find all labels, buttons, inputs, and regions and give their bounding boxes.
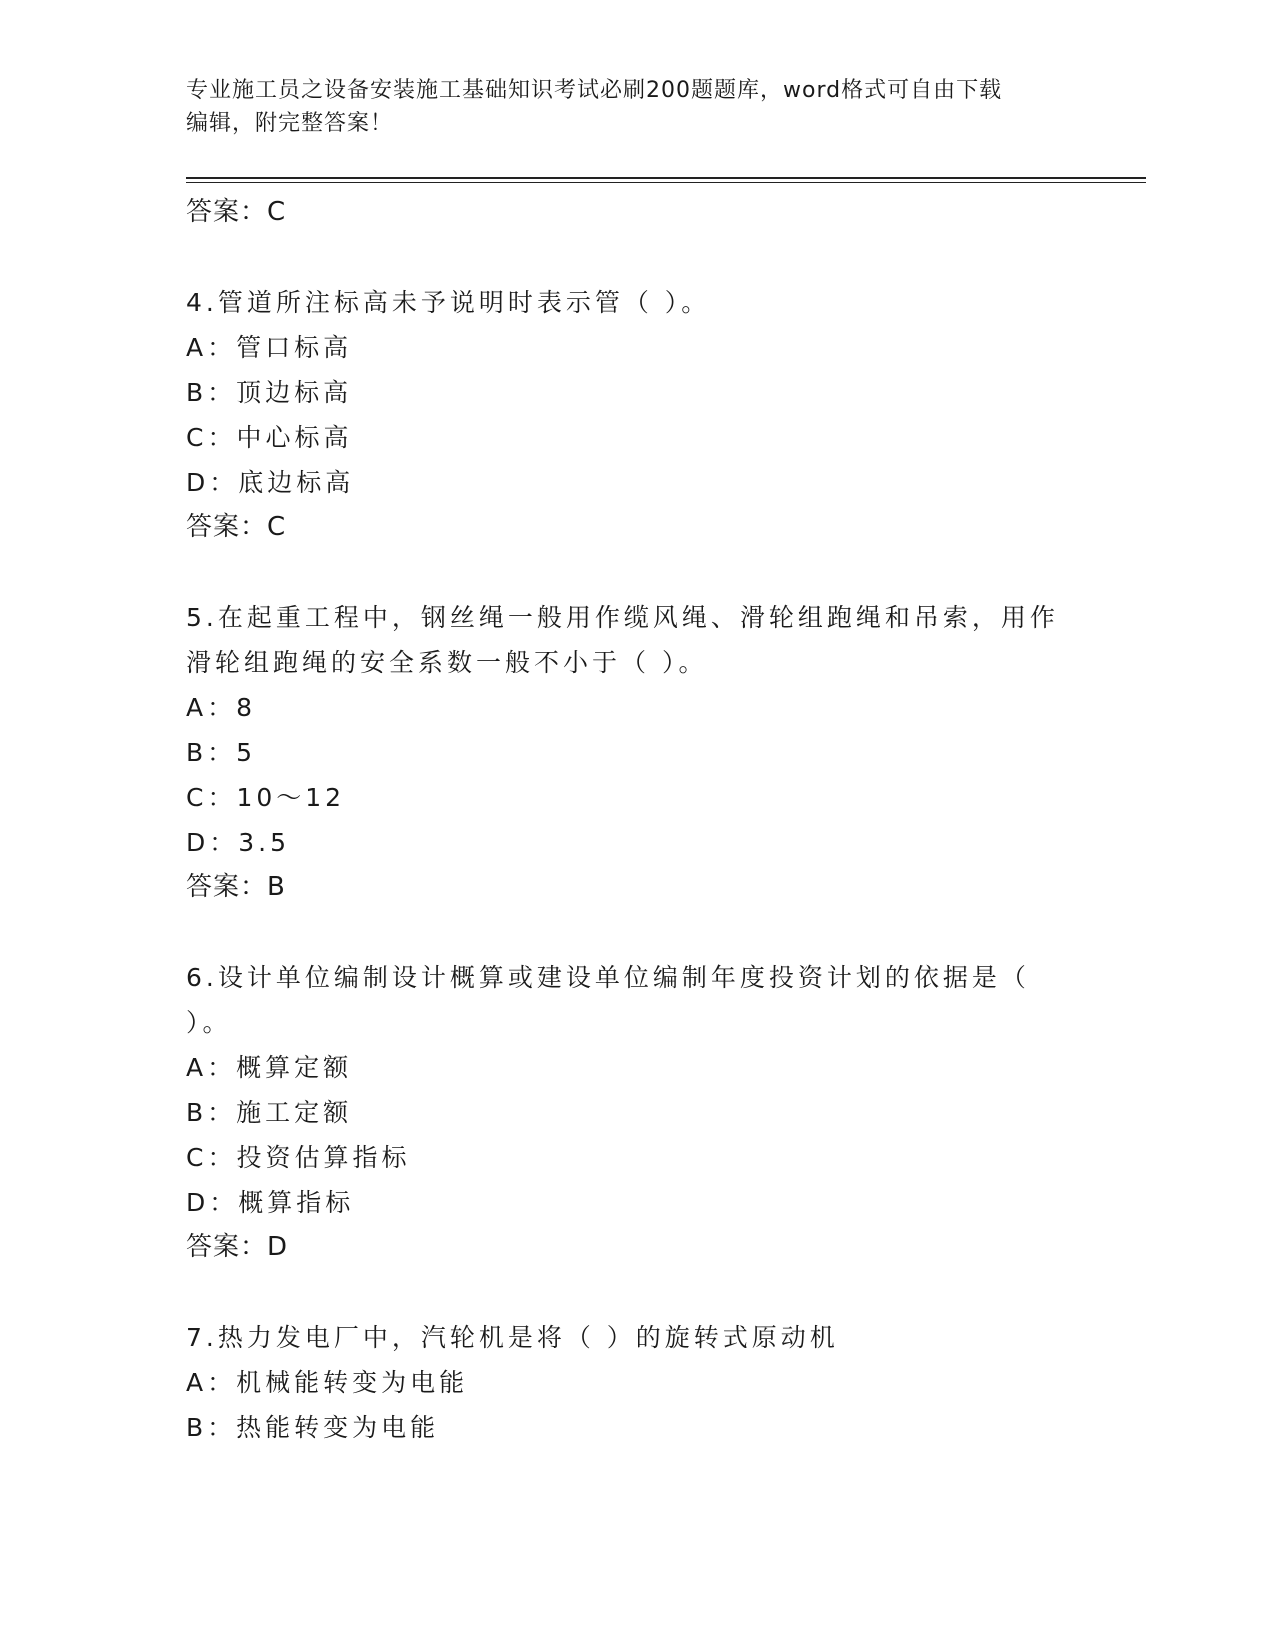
question-stem: 5.在起重工程中，钢丝绳一般用作缆风绳、滑轮组跑绳和吊索，用作滑轮组跑绳的安全系数一般不小于（ ）。	[186, 603, 1059, 677]
option-a: A：8	[186, 693, 257, 722]
document-header: 专业施工员之设备安装施工基础知识考试必刷200题题库，word格式可自由下载 编辑，附完整答案！	[186, 78, 1003, 136]
question-block	[186, 280, 1086, 550]
option-a: A：概算定额	[186, 1053, 353, 1082]
option-c: C：中心标高	[186, 423, 353, 452]
spacer	[186, 550, 1086, 595]
option-d: D：底边标高	[186, 468, 355, 497]
option-c: C：10～12	[186, 783, 346, 812]
question-stem: 6.设计单位编制设计概算或建设单位编制年度投资计划的依据是（ ）。	[186, 963, 1030, 1037]
spacer	[186, 1270, 1086, 1315]
option-a: A：机械能转变为电能	[186, 1368, 469, 1397]
answer-line: 答案：B	[186, 872, 286, 902]
question-block	[186, 595, 1086, 910]
answer-line: 答案：C	[186, 512, 287, 542]
option-d: D：3.5	[186, 828, 291, 857]
header-divider-thin	[186, 182, 1146, 183]
option-b: B：5	[186, 738, 257, 767]
option-b: B：施工定额	[186, 1098, 353, 1127]
option-c: C：投资估算指标	[186, 1143, 411, 1172]
question-list	[186, 190, 1086, 1450]
option-d: D：概算指标	[186, 1188, 355, 1217]
option-b: B：顶边标高	[186, 378, 353, 407]
spacer	[186, 910, 1086, 955]
answer-line: 答案：C	[186, 197, 287, 227]
option-b: B：热能转变为电能	[186, 1413, 440, 1442]
header-divider-thick	[186, 177, 1146, 179]
question-stem: 4.管道所注标高未予说明时表示管（ ）。	[186, 288, 711, 317]
question-block	[186, 1315, 1086, 1450]
question-stem: 7.热力发电厂中，汽轮机是将（ ）的旋转式原动机	[186, 1323, 839, 1352]
option-a: A：管口标高	[186, 333, 353, 362]
answer-line: 答案：D	[186, 1232, 289, 1262]
spacer	[186, 235, 1086, 280]
question-block	[186, 955, 1086, 1270]
